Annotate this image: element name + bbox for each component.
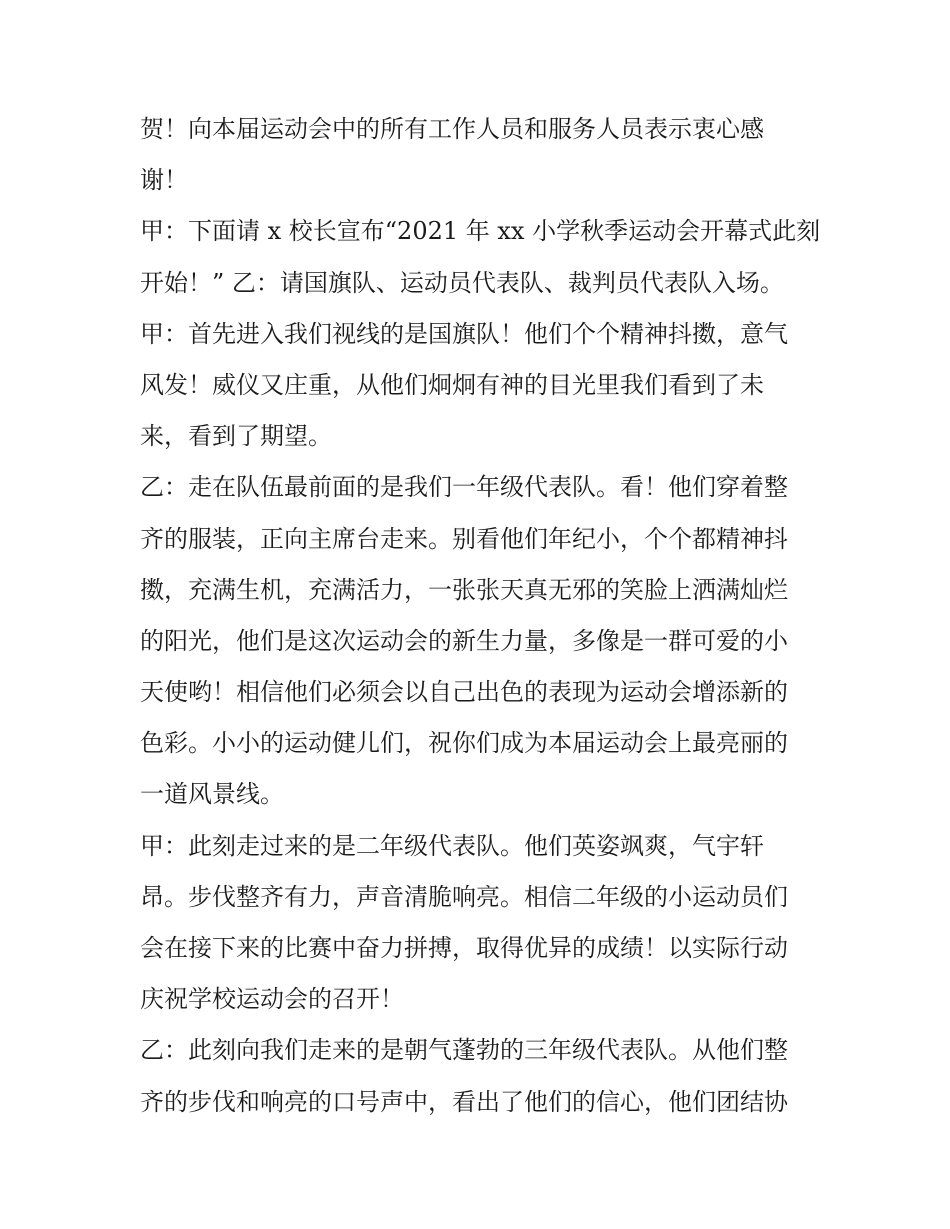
text-line: 擞，充满生机，充满活力，一张张天真无邪的笑脸上洒满灿烂 [140, 575, 788, 604]
document-body [140, 104, 820, 1128]
text-line: 一道风景线。 [140, 780, 284, 809]
text-line: 贺！向本届运动会中的所有工作人员和服务人员表示衷心感 [140, 115, 764, 143]
text-line: 齐的服装，正向主席台走来。别看他们年纪小，个个都精神抖 [140, 524, 788, 553]
text-line: 开始！” 乙：请国旗队、运动员代表队、裁判员代表队入场。 [140, 268, 784, 297]
text-line: 昂。步伐整齐有力，声音清脆响亮。相信二年级的小运动员们 [140, 882, 788, 911]
text-line: 谢！ [140, 166, 188, 195]
text-line: 的阳光，他们是这次运动会的新生力量，多像是一群可爱的小 [140, 626, 788, 655]
text-line: 甲：首先进入我们视线的是国旗队！他们个个精神抖擞，意气 [140, 319, 788, 348]
text-line: 会在接下来的比赛中奋力拼搏，取得优异的成绩！以实际行动 [140, 934, 788, 962]
text-line: 甲：此刻走过来的是二年级代表队。他们英姿飒爽，气宇轩 [140, 831, 764, 860]
text-line: 乙：此刻向我们走来的是朝气蓬勃的三年级代表队。从他们整 [140, 1036, 788, 1065]
text-line: 齐的步伐和响亮的口号声中，看出了他们的信心，他们团结协 [140, 1087, 788, 1116]
text-line: 甲：下面请 x 校长宣布“2021 年 xx 小学秋季运动会开幕式此刻 [140, 217, 820, 246]
text-line: 色彩。小小的运动健儿们，祝你们成为本届运动会上最亮丽的 [140, 729, 788, 758]
text-line: 风发！威仪又庄重，从他们炯炯有神的目光里我们看到了未 [140, 370, 764, 399]
text-line: 庆祝学校运动会的召开！ [140, 985, 404, 1014]
text-line: 来，看到了期望。 [140, 422, 332, 451]
text-line: 天使哟！相信他们必须会以自己出色的表现为运动会增添新的 [140, 678, 788, 707]
text-line: 乙：走在队伍最前面的是我们一年级代表队。看！他们穿着整 [140, 473, 788, 502]
